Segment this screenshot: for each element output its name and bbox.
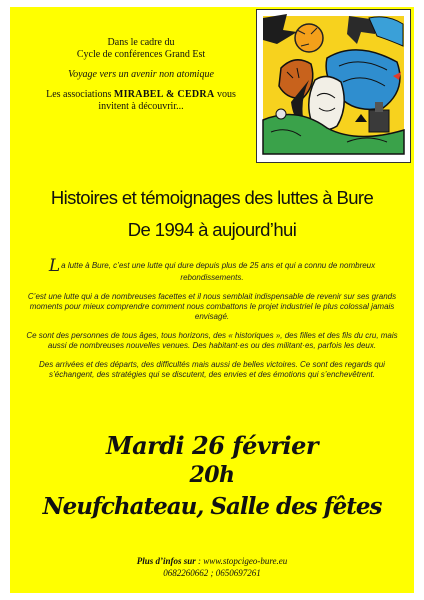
contact-label: Plus d’infos sur <box>136 556 196 566</box>
assoc-names: MIRABEL & CEDRA <box>113 89 215 100</box>
body-paragraph-1-text: a lutte à Bure, c’est une lutte qui dure depuis plus de 25 ans et qui a connu de nombreux rebondissements. <box>61 261 376 282</box>
contact-info <box>10 555 414 579</box>
body-text <box>18 256 406 389</box>
intro-subtitle: Voyage vers un avenir non atomique <box>68 69 214 80</box>
contact-separator: : <box>195 556 204 566</box>
title-line-2: De 1994 à aujourd’hui <box>127 219 297 240</box>
illustration-drawing <box>257 10 410 162</box>
body-paragraph-3: Ce sont des personnes de tous âges, tous horizons, des « historiques », des filles et des fils du cru, mais aussi de nombreuses nouvelles venues. Des habitant·es ou des militant·es, parfois les deux. <box>26 331 398 350</box>
event-time: 20h <box>189 462 235 488</box>
intro-line-2: Cycle de conférences Grand Est <box>76 49 206 60</box>
intro-cycle <box>30 37 252 61</box>
contact-phones: 0682260662 ; 0650697261 <box>163 568 261 578</box>
contact-website: www.stopcigeo-bure.eu <box>203 556 288 566</box>
illustration-artwork <box>256 9 411 163</box>
body-paragraph-4: Des arrivées et des départs, des difficultés mais aussi de belles victoires. Ce sont des regards qui s’échangent, des stratégies qui se discutent, des envies et des émotions qui s’enchevêtrent. <box>39 360 385 379</box>
body-paragraph-2: C’est une lutte qui a de nombreuses facettes et il nous semblait indispensable de revenir sur ses grands moments pour mieux comprendre comment nous combattons le projet industriel le plus colossal jamais envisagé. <box>27 292 397 321</box>
body-paragraph-1 <box>18 256 406 283</box>
drop-cap: L <box>48 256 61 276</box>
title-line-1: Histoires et témoignages des luttes à Bure <box>50 187 374 208</box>
intro-associations <box>30 89 252 113</box>
assoc-suffix: vous <box>214 89 236 100</box>
poster <box>10 7 414 593</box>
intro-block <box>30 37 252 121</box>
event-date: Mardi 26 février <box>106 431 318 460</box>
intro-line-1: Dans le cadre du <box>107 37 175 48</box>
event-place: Neufchateau, Salle des fêtes <box>42 493 382 520</box>
assoc-invite: invitent à découvrir... <box>98 101 184 112</box>
assoc-prefix: Les associations <box>46 89 114 100</box>
